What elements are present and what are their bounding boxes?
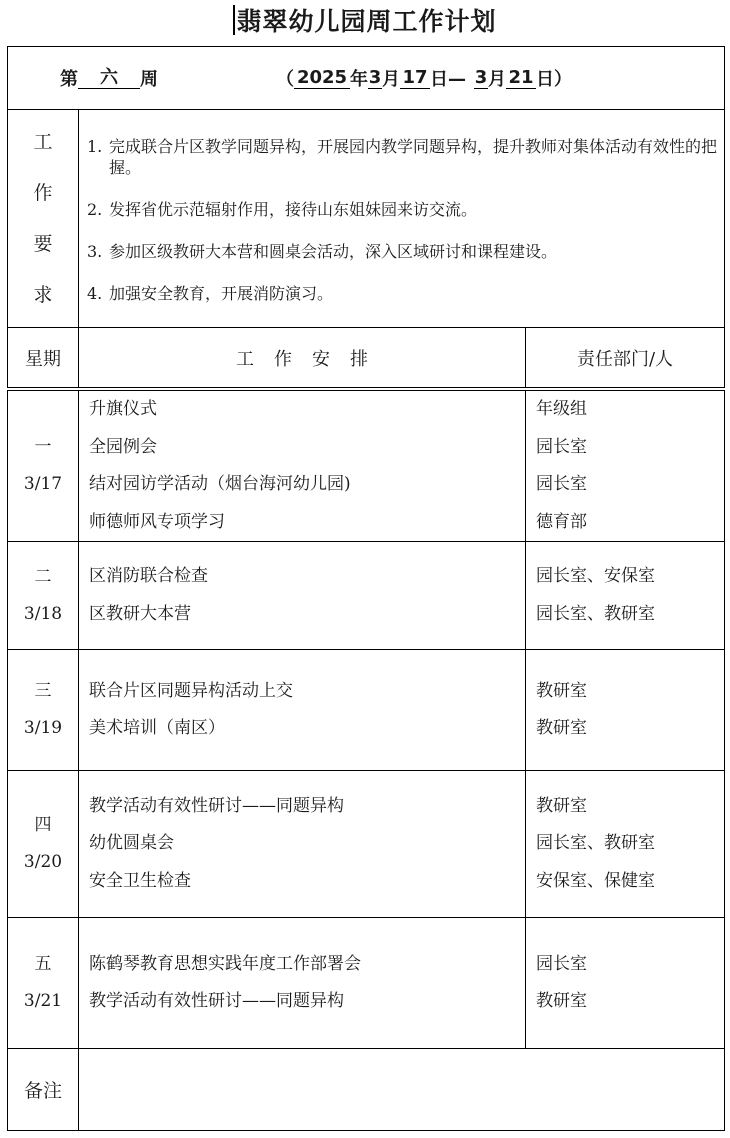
requirement-item: 2. 发挥省优示范辐射作用，接待山东姐妹园来访交流。 — [87, 199, 478, 219]
day-cell: 二 3/18 — [8, 542, 79, 650]
day-row-thursday — [8, 771, 725, 918]
task-item: 全园例会 — [89, 436, 157, 457]
owner-item: 年级组 — [536, 399, 587, 419]
task-item: 教学活动有效性研讨——同题异构 — [89, 991, 344, 1011]
task-list — [79, 542, 526, 650]
owner-item: 园长室 — [536, 953, 587, 974]
owner-item: 园长室、教研室 — [536, 603, 655, 624]
owner-list — [526, 918, 725, 1049]
task-item: 联合片区同题异构活动上交 — [89, 680, 293, 701]
day-row-wednesday — [8, 650, 725, 771]
task-item: 安全卫生检查 — [89, 870, 191, 891]
owner-item: 安保室、保健室 — [536, 870, 655, 891]
day-cell: 四 3/20 — [8, 771, 79, 918]
week-row — [8, 47, 725, 110]
date-open-paren: （ — [276, 69, 294, 90]
date-start-month: 3 — [368, 66, 382, 88]
owner-item: 德育部 — [536, 511, 587, 532]
week-suffix: 周 — [140, 69, 158, 90]
day-cell: 三 3/19 — [8, 650, 79, 771]
remarks-content — [79, 1049, 725, 1131]
task-item: 陈鹤琴教育思想实践年度工作部署会 — [89, 953, 361, 974]
owner-list — [526, 771, 725, 918]
task-item: 结对园访学活动（烟台海河幼儿园) — [89, 474, 351, 494]
owner-item: 园长室、教研室 — [536, 833, 655, 854]
week-cell — [8, 47, 725, 110]
day-row-friday — [8, 918, 725, 1049]
owner-item: 园长室、安保室 — [536, 566, 655, 586]
day-cell: 一 3/17 — [8, 389, 79, 542]
week-number: 六 — [78, 68, 140, 89]
date-year: 2025 — [294, 68, 350, 89]
requirement-item: 3. 参加区级教研大本营和圆桌会活动，深入区域研讨和课程建设。 — [87, 241, 558, 261]
date-close: 日） — [536, 69, 572, 90]
task-item: 师德师风专项学习 — [89, 511, 225, 532]
owner-item: 园长室 — [536, 474, 587, 494]
day-row-monday — [8, 389, 725, 542]
owner-list — [526, 542, 725, 650]
requirements-list — [79, 110, 725, 328]
task-item: 美术培训（南区） — [89, 718, 225, 738]
day-cell: 五 3/21 — [8, 918, 79, 1049]
date-end-day: 21 — [506, 68, 536, 89]
date-month-char: 月 — [382, 69, 400, 90]
owner-list — [526, 389, 725, 542]
schedule-header-row — [8, 328, 725, 390]
remarks-label: 备注 — [8, 1049, 79, 1131]
weekly-plan-table — [7, 46, 725, 1131]
task-item: 区教研大本营 — [89, 603, 191, 624]
task-item: 升旗仪式 — [89, 399, 157, 419]
requirements-row — [8, 110, 725, 328]
requirement-item: 4. 加强安全教育，开展消防演习。 — [87, 283, 334, 303]
task-item: 区消防联合检查 — [89, 566, 208, 586]
document-title: 翡翠幼儿园周工作计划 — [0, 2, 730, 42]
task-list — [79, 771, 526, 918]
task-item: 教学活动有效性研讨——同题异构 — [89, 795, 344, 816]
owner-item: 园长室 — [536, 436, 587, 457]
week-line — [8, 65, 724, 91]
date-year-char: 年 — [350, 69, 368, 90]
day-row-tuesday — [8, 542, 725, 650]
requirement-item: 1. 完成联合片区教学同题异构，开展园内教学同题异构，提升教师对集体活动有效性的把握。 — [87, 136, 718, 177]
date-day-char: 日— — [430, 69, 466, 90]
header-schedule: 工作安排 — [79, 328, 526, 390]
owner-item: 教研室 — [536, 718, 587, 738]
date-start-day: 17 — [400, 68, 430, 89]
date-end-month: 3 — [474, 66, 488, 88]
owner-list — [526, 650, 725, 771]
week-prefix: 第 — [60, 69, 78, 90]
owner-item: 教研室 — [536, 680, 587, 701]
header-owner: 责任部门/人 — [526, 328, 725, 390]
requirements-label: 工 作 要 求 — [8, 110, 79, 328]
date-month-char-2: 月 — [488, 69, 506, 90]
task-list — [79, 650, 526, 771]
owner-item: 教研室 — [536, 991, 587, 1011]
task-item: 幼优圆桌会 — [89, 833, 174, 854]
task-list — [79, 918, 526, 1049]
remarks-row — [8, 1049, 725, 1131]
header-weekday: 星期 — [8, 328, 79, 390]
owner-item: 教研室 — [536, 795, 587, 816]
task-list — [79, 389, 526, 542]
